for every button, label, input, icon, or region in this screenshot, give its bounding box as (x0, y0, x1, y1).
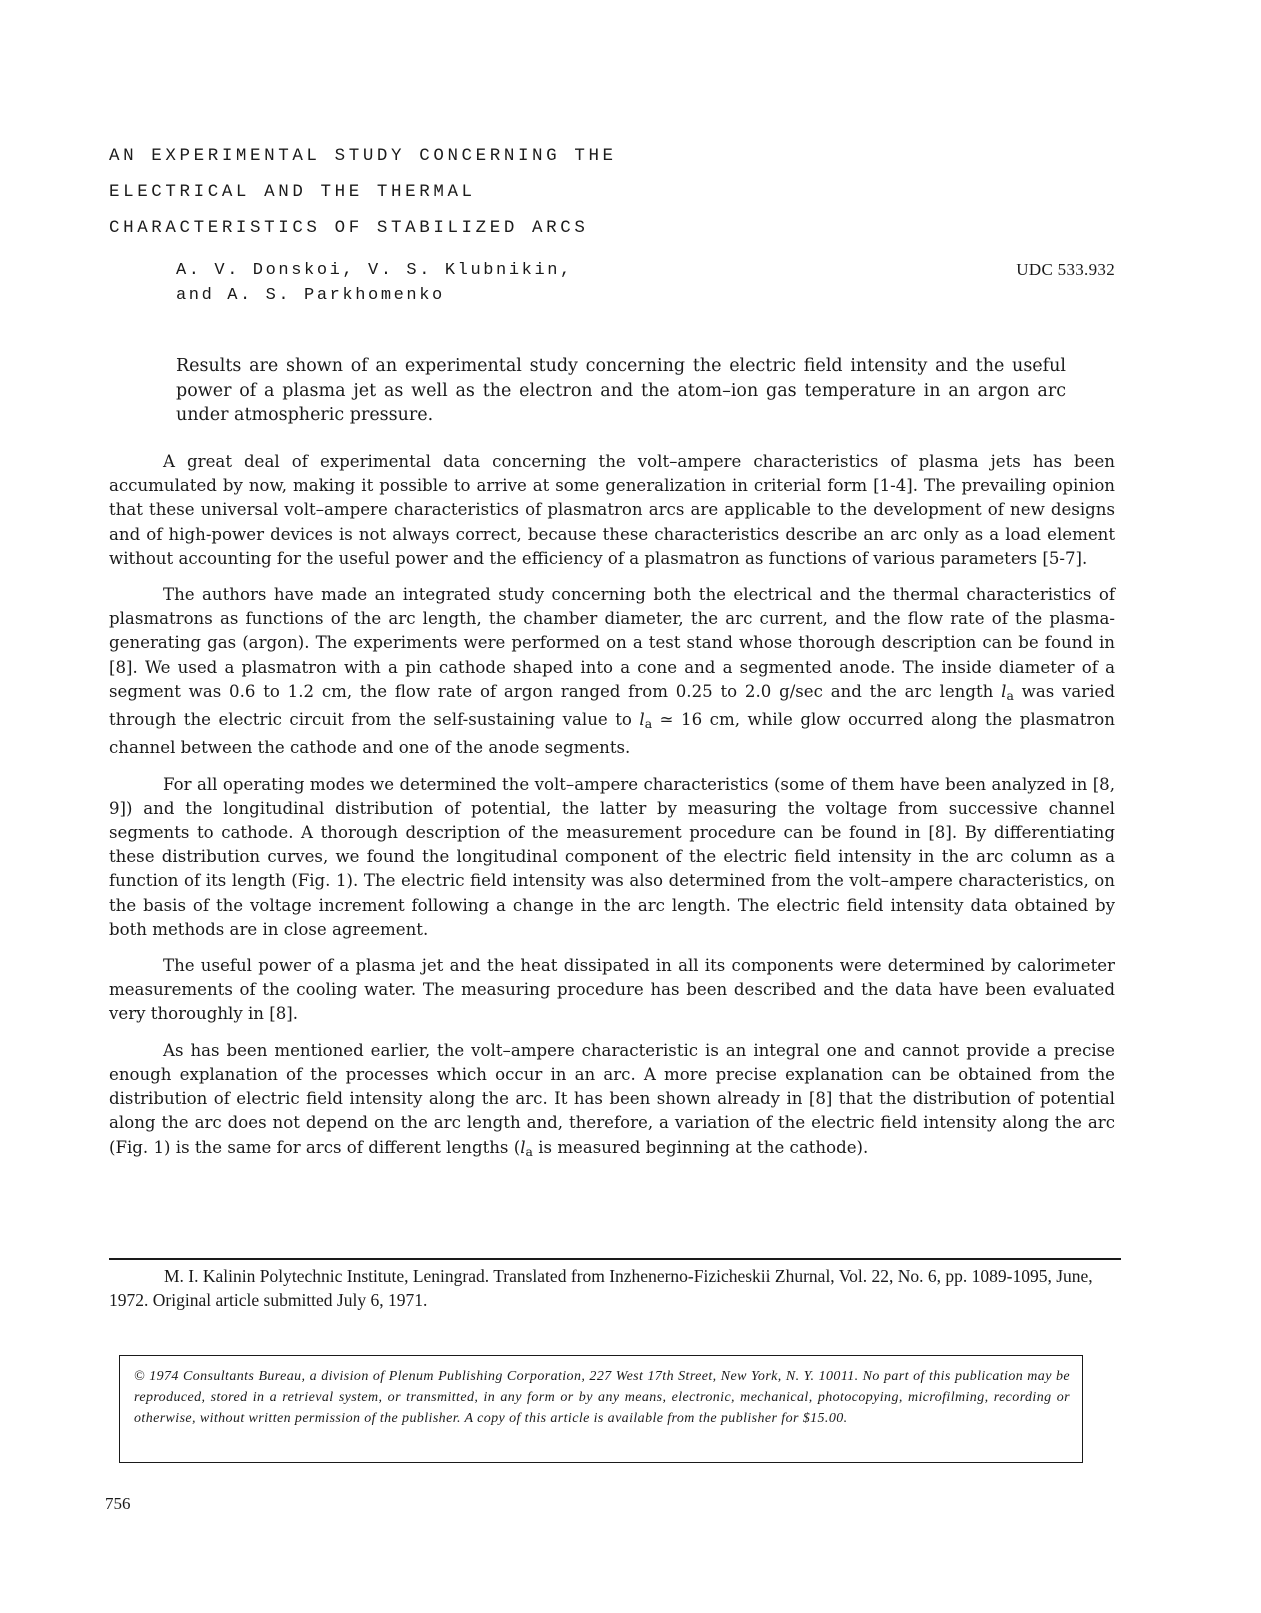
article-title (109, 138, 809, 246)
paragraph-2-text-b: was varied through the electric circuit from the self-sustaining value to (109, 681, 1115, 730)
paragraph-1: A great deal of experimental data concerning the volt–ampere characteristics of plasma jets has been accumulated by now, making it possible to arrive at some generalization in criterial form [1-4]. The prevailing opinion that these universal volt–ampere characteristics of plasmatron arcs are applicable to the development of new designs and of high-power devices is not always correct, because these characteristics describe an arc only as a load element without accounting for the useful power and the efficiency of a plasmatron as functions of various parameters [5-7]. (109, 452, 1115, 568)
author-list (176, 258, 736, 308)
paragraph-5-text-a: As has been mentioned earlier, the volt–ampere characteristic is an integral one and cannot provide a precise enough explanation of the processes which occur in an arc. A more precise explanation can be obtained from the distribution of electric field intensity along the arc. It has been shown already in [8] that the distribution of potential along the arc does not depend on the arc length and, therefore, a variation of the electric field intensity along the arc (Fig. 1) is the same for arcs of different lengths ( (109, 1040, 1115, 1157)
article-body (109, 450, 1115, 1176)
paragraph-5-text-b: is measured beginning at the cathode). (538, 1137, 869, 1157)
footnote-divider (109, 1258, 1121, 1260)
arc-length-subscript: a (525, 1143, 533, 1159)
paragraph-2-text-c: ≃ 16 cm, while glow occurred along the plasmatron channel between the cathode and one of the anode segments. (109, 710, 1115, 758)
authors-line-1: A. V. Donskoi, V. S. Klubnikin, (176, 261, 573, 280)
title-line-3: CHARACTERISTICS OF STABILIZED ARCS (109, 218, 589, 238)
paragraph-4: The useful power of a plasma jet and the heat dissipated in all its components were determined by calorimeter measurements of the cooling water. The measuring procedure has been described and the data have been evaluated very thoroughly in [8]. (109, 956, 1115, 1024)
arc-length-subscript: a (644, 716, 653, 732)
authors-line-2: and A. S. Parkhomenko (176, 286, 445, 305)
footnote-text: M. I. Kalinin Polytechnic Institute, Leningrad. Translated from Inzhenerno-Fizicheskii Zhurnal, Vol. 22, No. 6, pp. 1089-1095, June, 1972. Original article submitted July 6, 1971. (109, 1266, 1093, 1310)
abstract: Results are shown of an experimental study concerning the electric field intensity and the useful power of a plasma jet as well as the electron and the atom–ion gas temperature in an argon arc under atmospheric pressure. (176, 356, 1066, 425)
arc-length-symbol: l (1001, 681, 1007, 701)
arc-length-symbol: l (639, 710, 645, 730)
paragraph-3: For all operating modes we determined the volt–ampere characteristics (some of them have been analyzed in [8, 9]) and the longitudinal distribution of potential, the latter by measuring the voltage from successive channel segments to cathode. A thorough description of the measurement procedure can be found in [8]. By differentiating these distribution curves, we found the longitudinal component of the electric field intensity in the arc column as a function of its length (Fig. 1). The electric field intensity was also determined from the volt–ampere characteristics, on the basis of the voltage increment following a change in the arc length. The electric field intensity data obtained by both methods are in close agreement. (109, 774, 1115, 939)
arc-length-symbol: l (520, 1137, 526, 1157)
udc-code: UDC 533.932 (1016, 260, 1115, 279)
paragraph-2-text-a: The authors have made an integrated study concerning both the electrical and the thermal characteristics of plasmatrons as functions of the arc length, the chamber diameter, the arc current, and the flow rate of the plasma-generating gas (argon). The experiments were performed on a test stand whose thorough description can be found in [8]. We used a plasmatron with a pin cathode shaped into a cone and a segmented anode. The inside diameter of a segment was 0.6 to 1.2 cm, the flow rate of argon ranged from 0.25 to 2.0 g/sec and the arc length (109, 585, 1115, 701)
page-number: 756 (105, 1494, 131, 1513)
copyright-notice: © 1974 Consultants Bureau, a division of Plenum Publishing Corporation, 227 West 17th Street, New York, N. Y. 10011. No part of this publication may be reproduced, stored in a retrieval system, or transmitted, in any form or by any means, electronic, mechanical, photocopying, microfilming, recording or otherwise, without written permission of the publisher. A copy of this article is available from the publisher for $15.00. (119, 1355, 1083, 1463)
title-line-2: ELECTRICAL AND THE THERMAL (109, 182, 476, 202)
paragraph-5 (109, 1039, 1115, 1164)
paragraph-2 (109, 583, 1115, 761)
arc-length-subscript: a (1006, 687, 1014, 703)
title-line-1: AN EXPERIMENTAL STUDY CONCERNING THE (109, 146, 617, 166)
footnote (109, 1264, 1109, 1312)
